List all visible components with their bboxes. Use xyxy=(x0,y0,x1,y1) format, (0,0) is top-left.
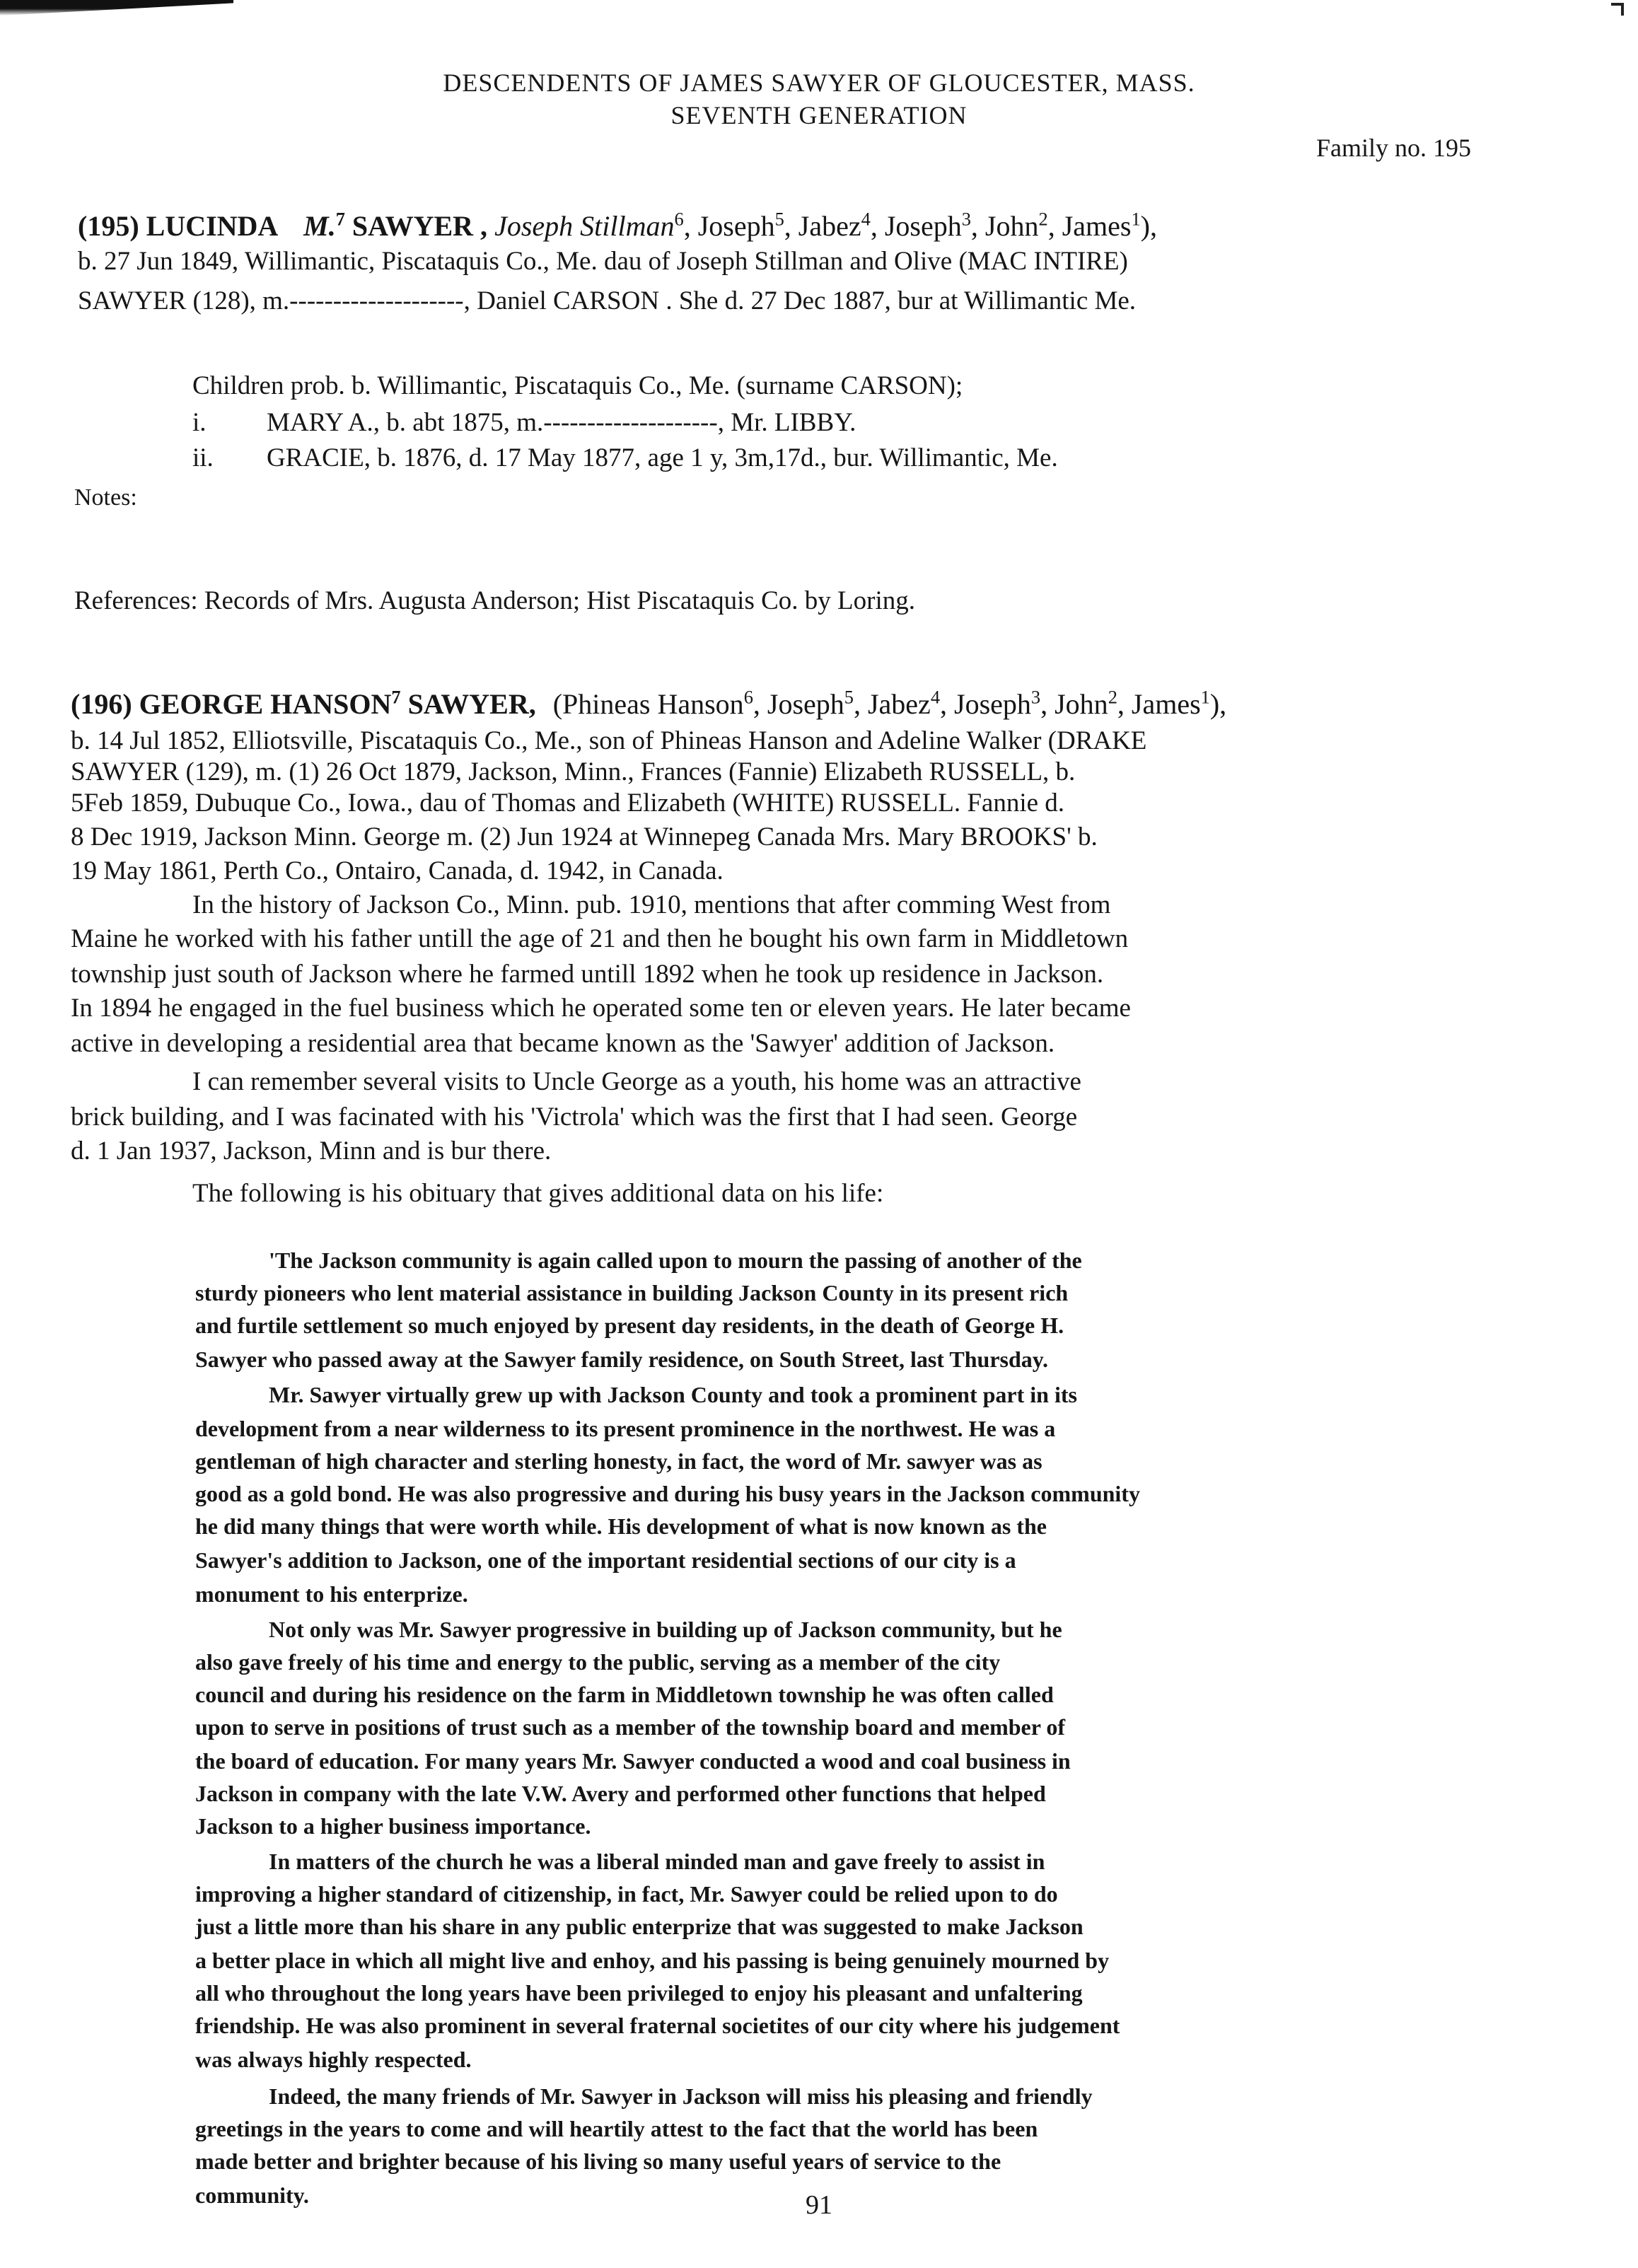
obituary-line: Sawyer's addition to Jackson, one of the important residential sections of our city is a xyxy=(195,1547,1016,1573)
child-2-text: GRACIE, b. 1876, d. 17 May 1877, age 1 y, 3m,17d., bur. Willimantic, Me. xyxy=(267,443,1058,472)
ancestor-generation: 2 xyxy=(1108,686,1117,708)
ancestry-close: ), xyxy=(1140,210,1157,242)
ancestor-name: , James xyxy=(1047,210,1132,242)
obituary-line: community. xyxy=(195,2182,309,2208)
narrative-line: In the history of Jackson Co., Minn. pub. 1910, mentions that after comming West from xyxy=(192,890,1111,919)
obituary-line: In matters of the church he was a liberal minded man and gave freely to assist in xyxy=(269,1849,1045,1874)
child-1-numeral: i. xyxy=(192,408,207,437)
obituary-line: development from a near wilderness to its present prominence in the northwest. He was a xyxy=(195,1416,1056,1441)
document-title: DESCENDENTS OF JAMES SAWYER OF GLOUCESTER, MASS. xyxy=(443,69,1195,97)
ancestor-name: , Joseph xyxy=(940,688,1031,720)
ancestor-generation: 6 xyxy=(674,208,684,230)
obituary-line: good as a gold bond. He was also progressive and during his busy years in the Jackson community xyxy=(195,1481,1140,1506)
narrative-line: In 1894 he engaged in the fuel business which he operated some ten or eleven years. He later became xyxy=(71,994,1131,1023)
obituary-line: Jackson in company with the late V.W. Avery and performed other functions that helped xyxy=(195,1781,1046,1806)
obituary-line: Sawyer who passed away at the Sawyer family residence, on South Street, last Thursday. xyxy=(195,1347,1048,1372)
obituary-line: all who throughout the long years have been privileged to enjoy his pleasant and unfaltering xyxy=(195,1980,1083,2006)
ancestry-close: ), xyxy=(1209,688,1227,720)
entry-ancestry-open: (Phineas Hanson xyxy=(552,688,744,720)
narrative-line: brick building, and I was facinated with his 'Victrola' which was the first that I had seen. George xyxy=(71,1103,1078,1132)
obituary-line: Not only was Mr. Sawyer progressive in building up of Jackson community, but he xyxy=(269,1617,1062,1642)
ancestor-generation: 6 xyxy=(743,686,753,708)
entry-given-name: LUCINDA xyxy=(146,210,277,242)
obituary-line: council and during his residence on the farm in Middletown township he was often called xyxy=(195,1682,1054,1707)
scan-corner-mark xyxy=(1611,3,1624,16)
ancestor-name: , Joseph xyxy=(683,210,775,242)
bio-line: SAWYER (129), m. (1) 26 Oct 1879, Jackson, Minn., Frances (Fannie) Elizabeth RUSSELL, b. xyxy=(71,757,1076,786)
obituary-line: greetings in the years to come and will heartily attest to the fact that the world has been xyxy=(195,2116,1038,2141)
narrative-line: I can remember several visits to Uncle George as a youth, his home was an attractive xyxy=(192,1067,1081,1096)
narrative-line: active in developing a residential area that became known as the 'Sawyer' addition of Jackson. xyxy=(71,1029,1055,1058)
ancestor-generation: 2 xyxy=(1038,208,1048,230)
notes-label: Notes: xyxy=(74,484,137,511)
narrative-line: The following is his obituary that gives additional data on his life: xyxy=(192,1179,884,1208)
obituary-line: monument to his enterprize. xyxy=(195,1581,468,1607)
ancestor-generation: 1 xyxy=(1200,686,1210,708)
entry-generation: 7 xyxy=(391,686,401,708)
obituary-line: a better place in which all might live and enhoy, and his passing is being genuinely mourned by xyxy=(195,1948,1110,1973)
family-number: Family no. 195 xyxy=(1315,134,1471,162)
ancestor-name: Joseph Stillman xyxy=(494,210,675,242)
entry-number: (196) xyxy=(71,688,132,720)
entry-ancestry xyxy=(494,210,1157,242)
narrative-line: d. 1 Jan 1937, Jackson, Minn and is bur there. xyxy=(71,1136,552,1165)
bio-line: 5Feb 1859, Dubuque Co., Iowa., dau of Thomas and Elizabeth (WHITE) RUSSELL. Fannie d. xyxy=(71,789,1065,818)
obituary-line: just a little more than his share in any public enterprize that was suggested to make Jackson xyxy=(195,1914,1084,1939)
ancestor-generation: 3 xyxy=(1030,686,1041,708)
ancestor-generation: 4 xyxy=(930,686,941,708)
entry-196-heading xyxy=(71,687,1226,721)
narrative-line: Maine he worked with his father untill the age of 21 and then he bought his own farm in Middletown xyxy=(71,924,1129,953)
document-subtitle: SEVENTH GENERATION xyxy=(670,101,968,129)
entry-195-heading xyxy=(78,209,1157,243)
references: References: Records of Mrs. Augusta Anderson; Hist Piscataquis Co. by Loring. xyxy=(74,586,915,615)
ancestor-generation: 1 xyxy=(1131,208,1141,230)
ancestor-generation: 4 xyxy=(861,208,871,230)
entry-surname: SAWYER, xyxy=(407,688,536,720)
entry-surname: SAWYER , xyxy=(352,210,488,242)
ancestor-name: , Jabez xyxy=(784,210,861,242)
ancestor-generation: 5 xyxy=(774,208,784,230)
narrative-line: township just south of Jackson where he farmed untill 1892 when he took up residence in Jackson. xyxy=(71,960,1104,989)
entry-195-line-3: SAWYER (128), m.--------------------, Daniel CARSON . She d. 27 Dec 1887, bur at Willimantic Me. xyxy=(78,286,1137,315)
obituary-line: gentleman of high character and sterling honesty, in fact, the word of Mr. sawyer was as xyxy=(195,1448,1042,1474)
ancestor-generation: 3 xyxy=(961,208,971,230)
obituary-line: also gave freely of his time and energy to the public, serving as a member of the city xyxy=(195,1649,1001,1675)
entry-generation: 7 xyxy=(335,208,345,230)
entry-number: (195) xyxy=(78,210,139,242)
obituary-line: improving a higher standard of citizenship, in fact, Mr. Sawyer could be relied upon to do xyxy=(195,1881,1058,1907)
obituary-line: Jackson to a higher business importance. xyxy=(195,1813,591,1839)
page-number: 91 xyxy=(806,2190,832,2220)
ancestor-name: , Joseph xyxy=(753,688,844,720)
ancestor-name: , James xyxy=(1117,688,1201,720)
ancestor-name: , Jabez xyxy=(853,688,931,720)
obituary-line: was always highly respected. xyxy=(195,2047,472,2072)
entry-initial: M. xyxy=(303,210,336,242)
ancestor-name: , Joseph xyxy=(870,210,962,242)
ancestor-name: , John xyxy=(970,210,1039,242)
obituary-line: 'The Jackson community is again called upon to mourn the passing of another of the xyxy=(269,1248,1082,1273)
obituary-line: Indeed, the many friends of Mr. Sawyer in Jackson will miss his pleasing and friendly xyxy=(269,2083,1093,2109)
child-1-text: MARY A., b. abt 1875, m.--------------------, Mr. LIBBY. xyxy=(267,408,856,437)
ancestor-generation: 5 xyxy=(844,686,854,708)
scan-edge-mark xyxy=(0,0,233,16)
obituary-line: upon to serve in positions of trust such as a member of the township board and member of xyxy=(195,1714,1065,1740)
child-2-numeral: ii. xyxy=(192,443,214,472)
obituary-line: friendship. He was also prominent in several fraternal societites of our city where his judgement xyxy=(195,2013,1120,2038)
obituary-line: made better and brighter because of his living so many useful years of service to the xyxy=(195,2148,1001,2174)
obituary-line: the board of education. For many years Mr. Sawyer conducted a wood and coal business in xyxy=(195,1748,1071,1774)
entry-195-line-2: b. 27 Jun 1849, Willimantic, Piscataquis Co., Me. dau of Joseph Stillman and Olive (MAC INTIRE) xyxy=(78,247,1128,276)
obituary-line: and furtile settlement so much enjoyed by present day residents, in the death of George H. xyxy=(195,1313,1064,1338)
bio-line: 8 Dec 1919, Jackson Minn. George m. (2) Jun 1924 at Winnepeg Canada Mrs. Mary BROOKS' b. xyxy=(71,822,1098,851)
obituary-line: he did many things that were worth while. His development of what is now known as the xyxy=(195,1513,1047,1539)
obituary-line: Mr. Sawyer virtually grew up with Jackson County and took a prominent part in its xyxy=(269,1382,1077,1407)
bio-line: 19 May 1861, Perth Co., Ontairo, Canada, d. 1942, in Canada. xyxy=(71,856,724,885)
ancestor-name: , John xyxy=(1040,688,1108,720)
obituary-line: sturdy pioneers who lent material assistance in building Jackson County in its present rich xyxy=(195,1280,1069,1305)
bio-line: b. 14 Jul 1852, Elliotsville, Piscataquis Co., Me., son of Phineas Hanson and Adeline Walker (DRAKE xyxy=(71,726,1147,755)
entry-given-name: GEORGE HANSON xyxy=(139,688,392,720)
children-intro: Children prob. b. Willimantic, Piscataquis Co., Me. (surname CARSON); xyxy=(192,371,963,400)
entry-ancestry xyxy=(744,688,1227,720)
